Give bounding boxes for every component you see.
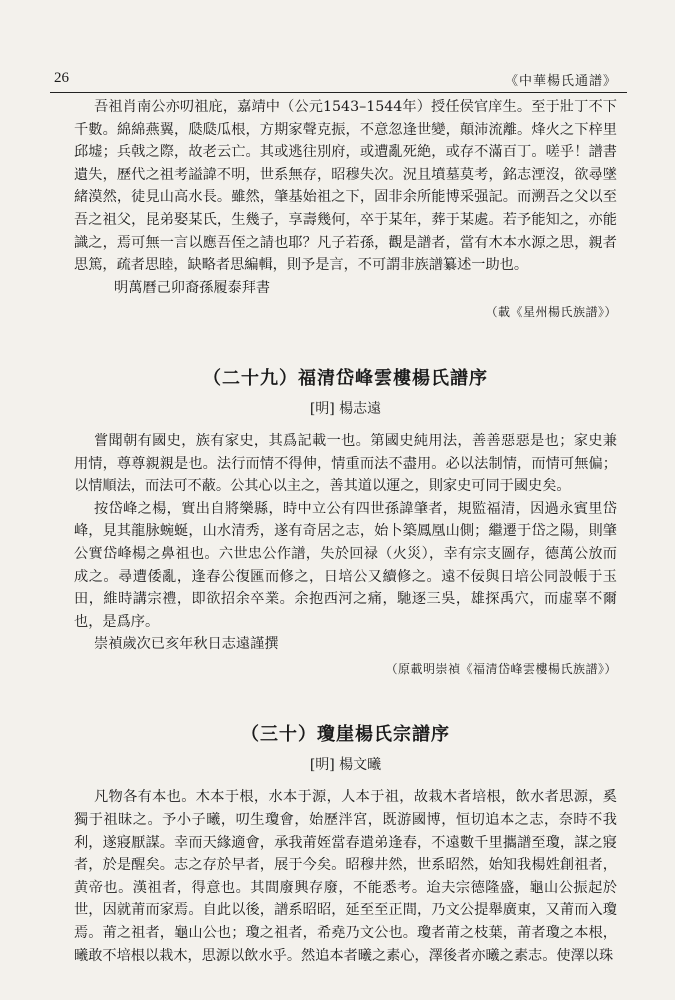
page-number: 26	[54, 70, 69, 86]
section-author: [明] 楊志遠	[309, 400, 382, 417]
source-note: （載《星州楊氏族譜》）	[485, 305, 617, 320]
section-29	[74, 364, 617, 681]
header-rule	[50, 92, 627, 93]
section-author: [明] 楊文曦	[309, 757, 382, 774]
section-title: （三十）瓊崖楊氏宗譜序	[241, 724, 450, 746]
body-paragraph: 嘗聞朝有國史，族有家史，其爲記載一也。第國史純用法，善善惡惡是也；家史兼用情，尊尊親親是也。法行而情不得伸，情重而法不盡用。必以法制情，而情可無偏；以情順法，而法可不蔽。公其心以主之，善其道以運之，則家史可同于國史矣。	[74, 432, 617, 495]
page-content	[74, 96, 617, 967]
body-paragraph: 凡物各有本也。木本于根，水本于源，人本于祖，故栽木者培根，飲水者思源，奚獨于祖昧之。予小子曦，叨生瓊會，始歷泮宮，既游國博，恒切追本之志，奈時不我利，遂寢厭謀。幸而天緣適會，承我莆姪當春遣弟逢春，不遠數千里攜譜至瓊，謀之寢者，於是醒矣。志之存於早者，展于今矣。昭穆井然，世系昭然，始知我楊姓創祖者，黄帝也。漢祖者，得意也。其間廢興存廢，不能悉考。迨夫宗德隆盛，龜山公振起於世，因就莆而家焉。自此以後，譜系昭昭，延至至正間，乃文公提舉廣東，又莆而入瓊焉。莆之祖者，龜山公也；瓊之祖者，希堯乃文公也。瓊者莆之枝葉，莆者瓊之本根，曦敢不培根以栽木，思源以飲水乎。然追本者曦之素心，澤後者亦曦之素志。使澤以珠	[74, 789, 617, 964]
source-note: （原載明崇禎《福清岱峰雲樓楊氏族譜》）	[385, 661, 617, 676]
previous-section-tail	[74, 96, 617, 324]
section-title: （二十九）福清岱峰雲樓楊氏譜序	[203, 367, 488, 389]
body-paragraph: 按岱峰之楊，實出自將樂縣，時中立公有四世孫諱肇者，規監福清，因過永賓里岱峰，見其龍脉蜿蜒，山水清秀，遂有奇居之志，始卜築鳳凰山側；繼遷于岱之陽，則肇公實岱峰楊之鼻祖也。六世忠公作譜，失於回禄（火災），幸有宗支圖存，德萬公放而成之。尋遭倭亂，逢春公復匯而修之，日培公又續修之。遠不佞與日培公同設帳于玉田，維時講宗禮，即欲招余卒業。余抱西河之痛，馳逐三吳，雄探禹穴，而虚辜不爾也，是爲序。	[74, 500, 617, 630]
signature-line: 崇禎歲次已亥年秋日志遠謹撰	[94, 636, 279, 653]
body-paragraph: 吾祖肖南公亦叨祖庇，嘉靖中（公元1543–1544年）授任侯官庠生。至于壯丁不下千數。綿綿燕翼，瓞瓞瓜根，方期家聲克振，不意忽逢世變，顛沛流離。烽火之下梓里邱墟；兵戟之際，故老云亡。其或逃往別府，或遭亂死絶，或存不滿百丁。嗟乎！譜書遺失，歷代之祖考謚諱不明，世系無存，昭穆失次。況且墳墓莫考，銘志湮沒，欲尋墜緒漠然，徒見山高水長。雖然，肇基始祖之下，固非余所能博采强記。而溯吾之父以至吾之祖父，昆弟娶某氏，生幾子，享壽幾何，卒于某年，葬于某處。若予能知之，亦能識之，焉可無一言以應吾侄之請也耶？凡子若孫，觀是譜者，當有木本水源之思，親者思篤，疏者思睦，缺略者思編輯，則予是言，不可謂非族譜纂述一助也。	[74, 99, 617, 274]
section-30	[74, 720, 617, 967]
running-header: 《中華楊氏通譜》	[504, 74, 617, 89]
signature-line: 明萬曆己卯裔孫履泰拜書	[114, 279, 271, 296]
